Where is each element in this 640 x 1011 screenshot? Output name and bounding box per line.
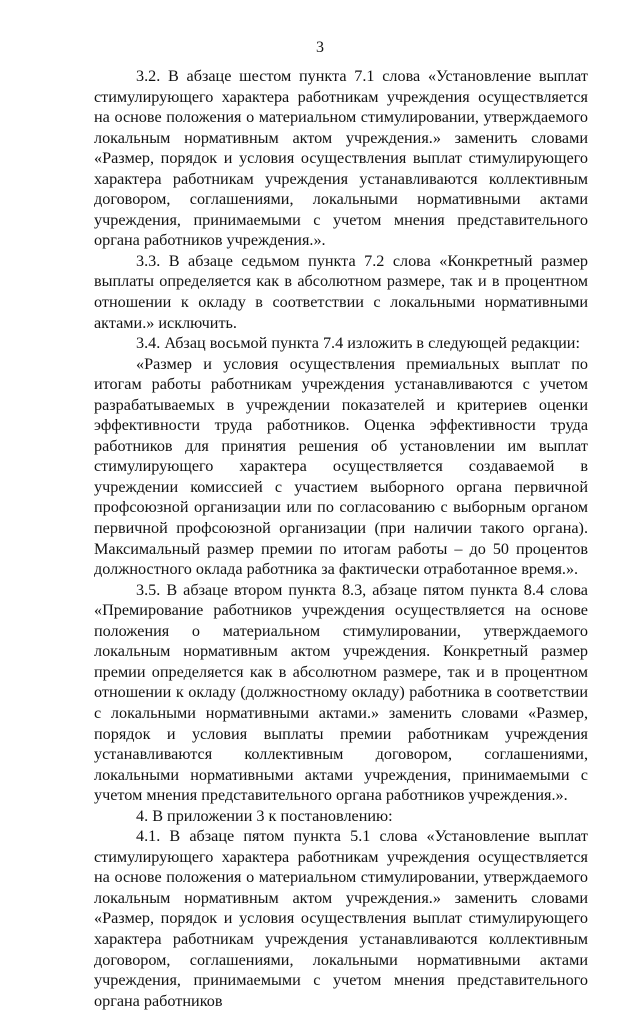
paragraph-3-3: 3.3. В абзаце седьмом пункта 7.2 слова «Конкретный размер выплаты определяется как в абсолютном размере, так и в процентном отношении к окладу в соответствии с локальными нормативными актами.» исключить. bbox=[94, 251, 588, 332]
paragraph-4-1: 4.1. В абзаце пятом пункта 5.1 слова «Установление выплат стимулирующего характера работникам учреждения осуществляется на основе положения о материальном стимулировании, утверждаемого локальным нормативным актом учреждения.» заменить словами «Размер, порядок и условия осуществления выплат стимулирующего характера работникам учреждения устанавливаются коллективным договором, соглашениями, локальными нормативными актами учреждения, принимаемыми с учетом мнения представительного органа работников bbox=[94, 827, 588, 1010]
paragraph-3-4-quote: «Размер и условия осуществления премиальных выплат по итогам работы работникам учреждения устанавливаются с учетом разрабатываемых в учреждении показателей и критериев оценки эффективности труда работников. Оценка эффективности труда работников для принятия решения об установлении им выплат стимулирующего характера осуществляется создаваемой в учреждении комиссией с участием выборного органа первичной профсоюзной организации или по согласованию с выборным органом первичной профсоюзной организации (при наличии такого органа). Максимальный размер премии по итогам работы – до 50 процентов должностного оклада работника за фактически отработанное время.». bbox=[94, 354, 588, 579]
paragraph-3-2: 3.2. В абзаце шестом пункта 7.1 слова «Установление выплат стимулирующего характера работникам учреждения осуществляется на основе положения о материальном стимулировании, утверждаемого локальным нормативным актом учреждения.» заменить словами «Размер, порядок и условия осуществления выплат стимулирующего характера работникам учреждения устанавливаются коллективным договором, соглашениями, локальными нормативными актами учреждения, принимаемыми с учетом мнения представительного органа работников учреждения.». bbox=[94, 67, 588, 250]
paragraph-3-5: 3.5. В абзаце втором пункта 8.3, абзаце пятом пункта 8.4 слова «Премирование работников учреждения осуществляется на основе положения о материальном стимулировании, утверждаемого локальным нормативным актом учреждения. Конкретный размер премии определяется как в абсолютном размере, так и в процентном отношении к окладу (должностному окладу) работника в соответствии с локальными нормативными актами.» заменить словами «Размер, порядок и условия выплаты премии работникам учреждения устанавливаются коллективным договором, соглашениями, локальными нормативными актами учреждения, принимаемыми с учетом мнения представительного органа работников учреждения.». bbox=[94, 580, 588, 805]
document-body bbox=[94, 66, 588, 1011]
paragraph-4: 4. В приложении 3 к постановлению: bbox=[136, 806, 393, 825]
paragraph-3-4: 3.4. Абзац восьмой пункта 7.4 изложить в следующей редакции: bbox=[136, 334, 580, 353]
page-number: 3 bbox=[316, 39, 324, 56]
